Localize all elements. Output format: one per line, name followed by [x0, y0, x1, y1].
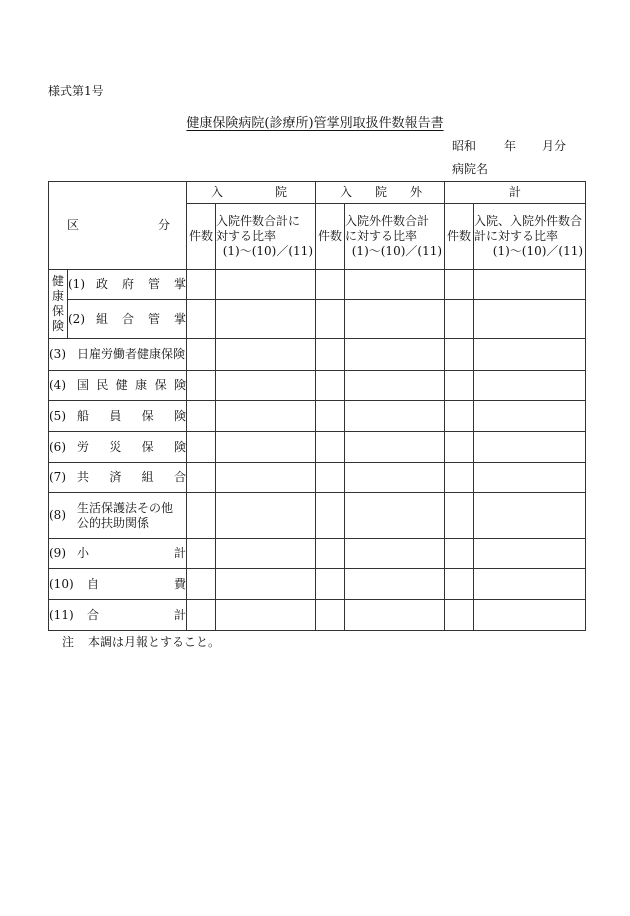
data-cell[interactable]: [216, 339, 316, 371]
row-number: (4): [49, 378, 66, 392]
date-line: [452, 137, 566, 154]
data-cell[interactable]: [345, 493, 445, 539]
health-insurance-group-char: 険: [51, 319, 64, 333]
data-cell[interactable]: [216, 539, 316, 569]
table-row: [49, 539, 586, 569]
data-cell[interactable]: [316, 493, 345, 539]
data-cell[interactable]: [216, 432, 316, 463]
group-header-char: 入: [211, 185, 224, 199]
data-cell[interactable]: [474, 339, 586, 371]
row-number: (2): [68, 311, 85, 326]
data-cell[interactable]: [445, 463, 474, 493]
data-cell[interactable]: [216, 401, 316, 432]
row-label-char: 合: [121, 311, 134, 326]
data-cell[interactable]: [316, 300, 345, 339]
ratio-header: [345, 204, 445, 270]
data-cell[interactable]: [187, 339, 216, 371]
count-header: 件数: [316, 204, 345, 270]
data-cell[interactable]: [216, 569, 316, 600]
row-label-char: 掌: [173, 277, 186, 291]
date-month: 月分: [542, 139, 567, 153]
data-cell[interactable]: [216, 493, 316, 539]
data-cell[interactable]: [474, 493, 586, 539]
data-cell[interactable]: [216, 300, 316, 339]
data-cell[interactable]: [445, 600, 474, 631]
row-label-char: 保: [141, 408, 154, 423]
hospital-name-label: 病院名: [452, 162, 489, 176]
table-row: [49, 270, 586, 300]
table-row: [49, 493, 586, 539]
table-row: [49, 432, 586, 463]
data-cell[interactable]: [445, 432, 474, 463]
data-cell[interactable]: [316, 339, 345, 371]
data-cell[interactable]: [445, 300, 474, 339]
row-label-char: 管: [147, 311, 160, 326]
row-number: (8): [49, 508, 66, 522]
row-label-char: 険: [173, 378, 186, 392]
row-label-char: 合: [173, 470, 186, 484]
table-row: [49, 300, 586, 339]
data-cell[interactable]: [474, 432, 586, 463]
document-title: 健康保険病院(診療所)管掌別取扱件数報告書: [186, 116, 444, 131]
data-cell[interactable]: [316, 432, 345, 463]
row-label-char: 合: [87, 607, 100, 622]
ratio-header-line: 入院件数合計に: [216, 214, 301, 228]
data-cell[interactable]: [445, 569, 474, 600]
row-number: (9): [49, 546, 66, 560]
row-label-char: 船: [77, 408, 90, 423]
group-header-char: 入: [340, 185, 353, 199]
row-label-char: 計: [173, 546, 186, 560]
data-cell[interactable]: [316, 463, 345, 493]
row-label: [49, 569, 187, 600]
ratio-header-line: に対する比率: [345, 229, 418, 243]
ratio-header-line: 計に対する比率: [474, 229, 559, 243]
row-label-char: 険: [173, 408, 186, 423]
data-cell[interactable]: [216, 371, 316, 401]
row-label-char: 自: [87, 576, 100, 591]
data-cell[interactable]: [187, 493, 216, 539]
data-cell[interactable]: [187, 371, 216, 401]
data-cell[interactable]: [345, 432, 445, 463]
group-header-char: 計: [509, 185, 522, 199]
table-row: [49, 569, 586, 600]
row-label: [49, 600, 187, 631]
data-cell[interactable]: [187, 300, 216, 339]
data-cell[interactable]: [445, 401, 474, 432]
row-number: (5): [49, 408, 66, 423]
data-cell[interactable]: [474, 270, 586, 300]
ratio-header-line: 入院外件数合計: [345, 214, 430, 228]
row-label-char: 労: [77, 439, 90, 454]
row-label: [49, 432, 187, 463]
health-insurance-group-label: [49, 270, 68, 339]
row-label: [49, 539, 187, 569]
data-cell[interactable]: [316, 371, 345, 401]
row-label-char: 共: [77, 470, 90, 484]
row-label-char: 健: [115, 378, 128, 392]
row-label-char: 管: [147, 277, 160, 291]
data-cell[interactable]: [316, 401, 345, 432]
data-cell[interactable]: [316, 539, 345, 569]
data-cell[interactable]: [216, 600, 316, 631]
health-insurance-group-char: 保: [51, 304, 64, 318]
ratio-formula: (1)～(10)／(11): [492, 244, 584, 258]
table-row: [49, 339, 586, 371]
form-number: 様式第1号: [48, 84, 104, 98]
row-number: (1): [68, 277, 85, 291]
data-cell[interactable]: [187, 432, 216, 463]
data-cell[interactable]: [445, 539, 474, 569]
data-cell[interactable]: [316, 270, 345, 300]
data-cell[interactable]: [445, 371, 474, 401]
count-header: 件数: [187, 204, 216, 270]
data-cell[interactable]: [445, 339, 474, 371]
row-label-char: 国: [77, 378, 90, 392]
table-row: [49, 463, 586, 493]
row-number: (6): [49, 439, 66, 454]
table-row: [49, 371, 586, 401]
table-row: [49, 600, 586, 631]
row-label: [49, 493, 187, 539]
data-cell[interactable]: [345, 339, 445, 371]
row-label: [49, 463, 187, 493]
row-label-char: 政: [96, 277, 109, 291]
row-number: (10): [49, 576, 74, 591]
ratio-header-line: 入院、入院外件数合: [474, 214, 583, 228]
data-cell[interactable]: [187, 463, 216, 493]
row-label: [49, 401, 187, 432]
row-label-char: 済: [109, 470, 122, 484]
data-cell[interactable]: [474, 300, 586, 339]
ratio-formula: (1)～(10)／(11): [222, 244, 313, 258]
row-label-char: 計: [173, 607, 186, 622]
footnote: [62, 633, 220, 650]
data-cell[interactable]: [474, 539, 586, 569]
data-cell[interactable]: [445, 493, 474, 539]
row-label: [49, 371, 187, 401]
date-era: 昭和: [452, 139, 477, 153]
data-cell[interactable]: [445, 270, 474, 300]
report-table: [48, 181, 586, 631]
row-number: (7): [49, 470, 66, 484]
category-header-char: 分: [157, 218, 170, 232]
header-row-groups: [49, 182, 586, 204]
data-cell[interactable]: [345, 539, 445, 569]
group-header-inpatient: [187, 182, 316, 204]
data-cell[interactable]: [216, 270, 316, 300]
data-cell[interactable]: [345, 569, 445, 600]
data-cell[interactable]: [474, 371, 586, 401]
ratio-formula: (1)～(10)／(11): [351, 244, 443, 258]
data-cell[interactable]: [187, 539, 216, 569]
group-header-char: 院: [274, 185, 287, 199]
count-header: 件数: [445, 204, 474, 270]
data-cell[interactable]: [187, 401, 216, 432]
data-cell[interactable]: [345, 463, 445, 493]
data-cell[interactable]: [474, 569, 586, 600]
data-cell[interactable]: [474, 463, 586, 493]
row-label-char: 保: [141, 439, 154, 454]
data-cell[interactable]: [187, 569, 216, 600]
row-label-char: 小: [77, 546, 90, 560]
row-label-char: 員: [109, 408, 122, 423]
row-label-line: 公的扶助関係: [77, 515, 150, 530]
data-cell[interactable]: [316, 569, 345, 600]
ratio-header: [216, 204, 316, 270]
footnote-mark: 注: [62, 635, 75, 649]
ratio-header-line: 対する比率: [216, 229, 277, 243]
ratio-header: [474, 204, 586, 270]
data-cell[interactable]: [345, 300, 445, 339]
row-label-line: 生活保護法その他: [77, 500, 174, 515]
row-label-char: 民: [96, 378, 109, 392]
row-label-text: 日雇労働者健康保険: [77, 347, 186, 361]
data-cell[interactable]: [187, 270, 216, 300]
group-header-char: 外: [410, 185, 423, 199]
footnote-text: 本調は月報とすること。: [88, 635, 221, 649]
data-cell[interactable]: [345, 401, 445, 432]
data-cell[interactable]: [345, 600, 445, 631]
health-insurance-group-char: 康: [51, 289, 64, 303]
data-cell[interactable]: [316, 600, 345, 631]
row-number: (3): [49, 347, 66, 361]
data-cell[interactable]: [474, 401, 586, 432]
health-insurance-group-text: [49, 274, 67, 334]
data-cell[interactable]: [345, 270, 445, 300]
data-cell[interactable]: [216, 463, 316, 493]
row-label-char: 康: [135, 378, 148, 392]
data-cell[interactable]: [474, 600, 586, 631]
data-cell[interactable]: [187, 600, 216, 631]
row-label-char: 険: [173, 439, 186, 454]
row-label-char: 組: [141, 470, 154, 484]
category-header-char: 区: [67, 218, 80, 232]
row-label: [49, 339, 187, 371]
date-year: 年: [504, 139, 517, 153]
group-header-total: [445, 182, 586, 204]
row-label-char: 保: [154, 378, 167, 392]
row-label: [68, 270, 187, 300]
row-label-char: 組: [96, 311, 109, 326]
row-number: (11): [49, 607, 74, 622]
data-cell[interactable]: [345, 371, 445, 401]
category-header: [49, 182, 187, 270]
row-label-char: 災: [109, 439, 122, 454]
row-label: [68, 300, 187, 339]
row-label-char: 費: [173, 576, 186, 591]
group-header-char: 院: [375, 185, 388, 199]
row-label-char: 府: [121, 277, 134, 291]
row-label-char: 掌: [173, 311, 186, 326]
health-insurance-group-char: 健: [51, 274, 64, 288]
group-header-outpatient: [316, 182, 445, 204]
table-row: [49, 401, 586, 432]
